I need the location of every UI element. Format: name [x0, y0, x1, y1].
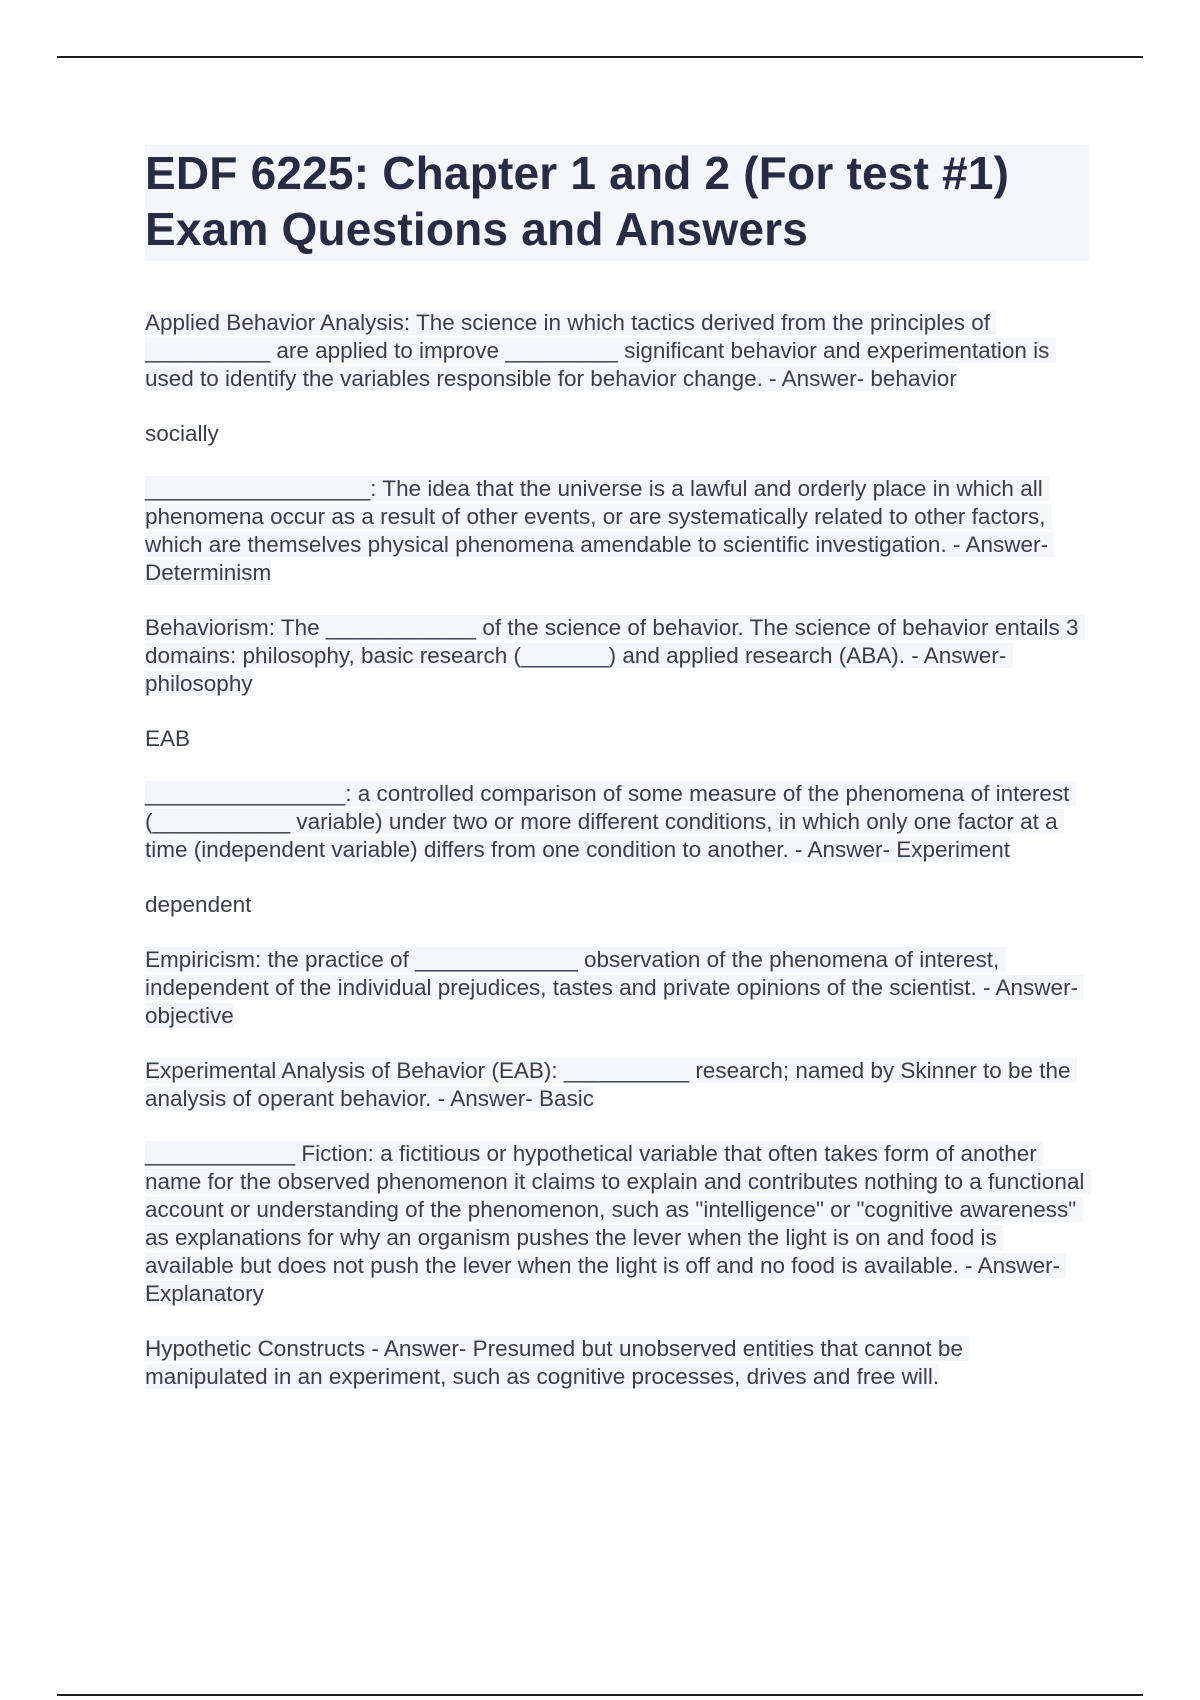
qa-item-7 — [145, 1140, 1089, 1308]
qa-text: Applied Behavior Analysis: The science in which tactics derived from the principles of __________ are applied to improve _________ significant behavior and experimentation is used to identify the variables responsible for behavior change. - Answer- behavior — [145, 310, 1056, 391]
qa-text: Empiricism: the practice of _____________ observation of the phenomena of interest, independent of the individual prejudices, tastes and private opinions of the scientist. - Answer- objective — [145, 947, 1085, 1028]
header-rule — [57, 56, 1143, 58]
qa-extra-answer: EAB — [145, 726, 191, 751]
qa-text: ________________: a controlled comparison of some measure of the phenomena of interest (___________ variable) under two or more different conditions, in which only one factor at a time (independent variable) differs from one condition to another. - Answer- Experiment — [145, 781, 1076, 862]
title-block — [145, 145, 1089, 261]
title-line-2: Exam Questions and Answers — [145, 203, 809, 255]
qa-text: __________________: The idea that the universe is a lawful and orderly place in which all phenomena occur as a result of other events, or are systematically related to other factors, which are themselves physical phenomena amendable to scientific investigation. - Answer- Determinism — [145, 476, 1055, 585]
qa-item-4 — [145, 780, 1089, 919]
qa-item-2 — [145, 475, 1089, 587]
qa-item-6 — [145, 1057, 1089, 1113]
qa-item-5 — [145, 946, 1089, 1030]
qa-text: ____________ Fiction: a fictitious or hypothetical variable that often takes form of another name for the observed phenomenon it claims to explain and contributes nothing to a functional account or understanding of the phenomenon, such as "intelligence" or "cognitive awareness" as explanations for why an organism pushes the lever when the light is on and food is available but does not push the lever when the light is off and no food is available. - Answer- Explanatory — [145, 1141, 1091, 1306]
qa-item-1 — [145, 309, 1089, 448]
qa-extra-answer: socially — [145, 421, 219, 446]
qa-item-3 — [145, 614, 1089, 753]
qa-text: Behaviorism: The ____________ of the science of behavior. The science of behavior entails 3 domains: philosophy, basic research (_______) and applied research (ABA). - Answer- philosophy — [145, 615, 1085, 696]
title-line-1: EDF 6225: Chapter 1 and 2 (For test #1) — [145, 147, 1010, 199]
document-page — [145, 145, 1089, 1418]
footer-rule — [57, 1694, 1143, 1696]
qa-text: Experimental Analysis of Behavior (EAB): __________ research; named by Skinner to be the analysis of operant behavior. - Answer- Basic — [145, 1058, 1077, 1111]
qa-extra-answer: dependent — [145, 892, 252, 917]
qa-item-8 — [145, 1335, 1089, 1391]
qa-text: Hypothetic Constructs - Answer- Presumed but unobserved entities that cannot be manipulated in an experiment, such as cognitive processes, drives and free will. — [145, 1336, 970, 1389]
document-title — [145, 145, 1081, 257]
